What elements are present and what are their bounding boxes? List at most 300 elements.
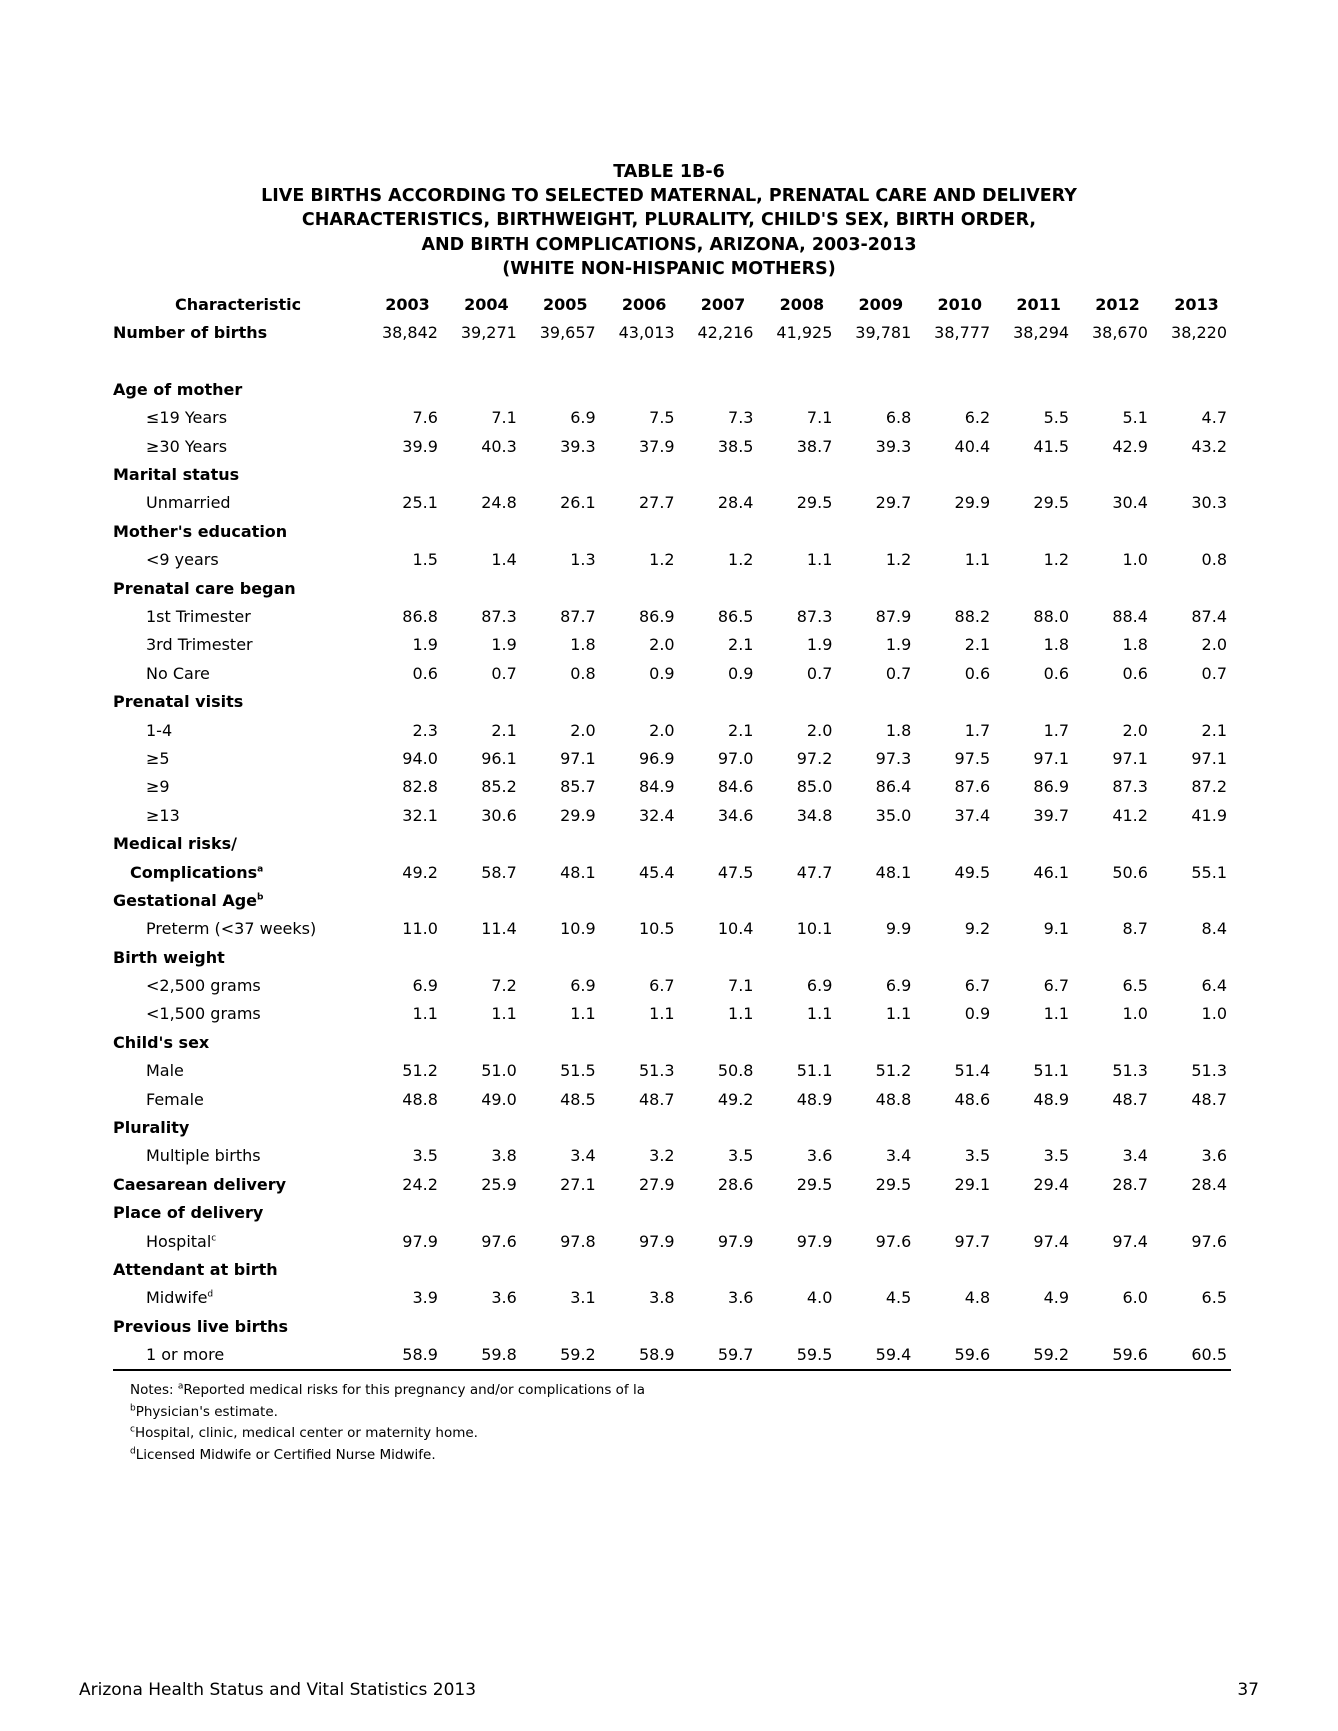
table-cell: 0.9	[728, 663, 754, 683]
empty-cell	[521, 886, 600, 914]
table-cell: 38,220	[1171, 323, 1227, 343]
section-heading-row	[113, 1199, 1231, 1227]
table-cell: 1.2	[728, 550, 754, 570]
table-cell: 49.5	[954, 862, 991, 882]
table-cell: 3.4	[885, 1146, 912, 1166]
table-cell: 6.2	[964, 408, 991, 428]
empty-cell	[679, 517, 758, 545]
table-cell: 51.1	[1033, 1061, 1070, 1081]
row-label-text: 1 or more	[146, 1345, 225, 1365]
empty-cell	[679, 687, 758, 715]
table-cell: 48.7	[638, 1089, 675, 1109]
section-heading-row	[113, 574, 1231, 602]
empty-cell	[521, 687, 600, 715]
table-cell: 97.2	[796, 748, 833, 768]
table-cell: 7.1	[806, 408, 833, 428]
empty-cell	[1152, 943, 1231, 971]
table-row	[113, 1000, 1231, 1028]
empty-cell	[1073, 517, 1152, 545]
table-cell: 1.2	[1043, 550, 1070, 570]
empty-cell	[600, 687, 679, 715]
table-cell: 55.1	[1191, 862, 1227, 882]
table-cell: 49.0	[481, 1089, 517, 1109]
table-cell: 0.6	[412, 663, 438, 683]
row-label-text: Age of mother	[113, 379, 243, 399]
table-row	[113, 404, 1231, 432]
table-cell: 97.1	[1191, 748, 1227, 768]
row-label-text: Marital status	[113, 465, 240, 485]
empty-cell	[994, 460, 1073, 488]
table-cell: 0.7	[885, 663, 912, 683]
table-cell: 10.5	[638, 919, 675, 939]
row-label-text: Unmarried	[146, 493, 231, 513]
table-cell: 97.9	[796, 1231, 833, 1251]
row-label	[113, 1057, 363, 1085]
table-cell: 29.9	[560, 805, 596, 825]
table-cell: 85.2	[481, 777, 517, 797]
section-heading	[113, 943, 363, 971]
section-heading-row	[113, 460, 1231, 488]
table-cell: 41.2	[1112, 805, 1148, 825]
table-cell: 1.0	[1122, 550, 1148, 570]
empty-cell	[1073, 1028, 1152, 1056]
empty-cell	[679, 943, 758, 971]
empty-cell	[363, 517, 442, 545]
row-label-text: <9 years	[146, 550, 219, 570]
table-cell: 97.6	[1191, 1231, 1227, 1251]
empty-cell	[915, 1255, 994, 1283]
empty-cell	[1152, 1199, 1231, 1227]
table-cell: 37.9	[638, 436, 675, 456]
table-row	[113, 602, 1231, 630]
empty-cell	[836, 1028, 915, 1056]
table-cell: 51.2	[402, 1061, 438, 1081]
table-cell: 0.8	[570, 663, 596, 683]
spacer-row	[113, 347, 1231, 375]
table-title-line-3: AND BIRTH COMPLICATIONS, ARIZONA, 2003-2013	[421, 234, 917, 255]
table-title-block	[0, 160, 1338, 281]
table-cell: 38,294	[1013, 323, 1070, 343]
empty-cell	[1152, 1255, 1231, 1283]
empty-cell	[836, 829, 915, 857]
table-cell: 60.5	[1152, 1340, 1231, 1369]
row-label	[113, 773, 363, 801]
empty-cell	[442, 574, 521, 602]
empty-cell	[1073, 1312, 1152, 1340]
table-cell: 39,781	[855, 323, 912, 343]
footer-publication: Arizona Health Status and Vital Statistics 2013	[79, 1680, 477, 1700]
empty-cell	[600, 1255, 679, 1283]
empty-cell	[1073, 829, 1152, 857]
table-cell: 39.7	[1033, 805, 1070, 825]
column-header-year: 2004	[464, 294, 509, 314]
empty-cell	[757, 375, 836, 403]
table-cell: 29.5	[796, 493, 833, 513]
row-label-text: Place of delivery	[113, 1203, 264, 1223]
table-row	[113, 546, 1231, 574]
section-heading-row	[113, 943, 1231, 971]
empty-cell	[363, 1113, 442, 1141]
empty-cell	[600, 460, 679, 488]
table-cell: 27.1	[560, 1174, 596, 1194]
empty-cell	[363, 1028, 442, 1056]
section-heading	[113, 375, 363, 403]
empty-cell	[1073, 460, 1152, 488]
row-label-text: 3rd Trimester	[146, 635, 253, 655]
table-cell: 1.5	[412, 550, 438, 570]
table-cell: 86.4	[875, 777, 912, 797]
table-cell: 3.6	[491, 1288, 517, 1308]
row-label-text: Gestational Age	[113, 890, 258, 910]
table-cell: 59.6	[1073, 1340, 1152, 1369]
table-cell: 7.2	[491, 976, 517, 996]
table-cell: 2.1	[1201, 720, 1227, 740]
row-label	[113, 1142, 363, 1170]
table-cell: 2.0	[649, 720, 675, 740]
empty-cell	[363, 687, 442, 715]
table-row	[113, 1170, 1231, 1198]
table-cell: 3.5	[964, 1146, 991, 1166]
table-cell: 3.9	[412, 1288, 438, 1308]
table-notes	[130, 1380, 645, 1466]
table-cell: 97.1	[1033, 748, 1070, 768]
row-label-text: ≥13	[146, 805, 180, 825]
empty-cell	[836, 687, 915, 715]
table-cell: 1.2	[649, 550, 675, 570]
empty-cell	[757, 1255, 836, 1283]
table-cell: 59.5	[757, 1340, 836, 1369]
row-label	[113, 432, 363, 460]
table-cell: 29.5	[875, 1174, 912, 1194]
empty-cell	[757, 886, 836, 914]
row-label	[113, 546, 363, 574]
table-cell: 1.8	[1122, 635, 1148, 655]
table-cell: 7.1	[728, 976, 754, 996]
table-cell: 1.9	[806, 635, 833, 655]
empty-cell	[1073, 943, 1152, 971]
row-label	[113, 971, 363, 999]
table-cell: 29.5	[1033, 493, 1070, 513]
empty-cell	[757, 517, 836, 545]
column-header-year: 2009	[858, 294, 904, 314]
empty-cell	[994, 1113, 1073, 1141]
table-cell: 37.4	[954, 805, 991, 825]
table-cell: 86.5	[717, 606, 754, 626]
empty-cell	[757, 574, 836, 602]
footnote-marker: a	[177, 1381, 184, 1392]
table-cell: 6.9	[412, 976, 438, 996]
table-cell: 1.1	[649, 1004, 675, 1024]
empty-cell	[994, 517, 1073, 545]
empty-cell	[363, 375, 442, 403]
table-cell: 2.0	[570, 720, 596, 740]
table-cell: 1.0	[1201, 1004, 1227, 1024]
empty-cell	[915, 1312, 994, 1340]
empty-cell	[757, 1199, 836, 1227]
table-cell: 51.5	[560, 1061, 596, 1081]
row-label	[113, 1227, 363, 1255]
table-cell: 3.6	[1201, 1146, 1227, 1166]
empty-cell	[442, 1028, 521, 1056]
table-cell: 4.9	[1043, 1288, 1070, 1308]
empty-cell	[521, 1199, 600, 1227]
table-row	[113, 915, 1231, 943]
table-row	[113, 1057, 1231, 1085]
row-label	[113, 915, 363, 943]
empty-cell	[363, 1199, 442, 1227]
table-cell: 38,670	[1091, 323, 1148, 343]
empty-cell	[994, 1028, 1073, 1056]
table-cell: 1.9	[885, 635, 912, 655]
table-subtitle: (WHITE NON-HISPANIC MOTHERS)	[502, 258, 836, 279]
table-cell: 10.9	[560, 919, 596, 939]
table-cell: 3.2	[649, 1146, 675, 1166]
empty-cell	[1152, 886, 1231, 914]
empty-cell	[994, 829, 1073, 857]
empty-cell	[1152, 829, 1231, 857]
empty-cell	[679, 1113, 758, 1141]
row-label-text: ≥9	[146, 777, 170, 797]
empty-cell	[994, 886, 1073, 914]
empty-cell	[915, 574, 994, 602]
table-cell: 43,013	[618, 323, 675, 343]
empty-cell	[521, 1255, 600, 1283]
table-cell: 3.1	[570, 1288, 596, 1308]
empty-cell	[836, 375, 915, 403]
empty-cell	[363, 460, 442, 488]
table-cell: 94.0	[402, 748, 438, 768]
table-cell: 8.4	[1201, 919, 1227, 939]
table-cell: 59.2	[521, 1340, 600, 1369]
empty-cell	[521, 1312, 600, 1340]
table-cell: 39.3	[875, 436, 912, 456]
table-cell: 97.5	[954, 748, 991, 768]
table-cell: 27.9	[638, 1174, 675, 1194]
table-cell: 0.9	[649, 663, 675, 683]
row-label	[113, 404, 363, 432]
row-label-text: Female	[146, 1089, 204, 1109]
row-label-text: ≥5	[146, 748, 170, 768]
table-cell: 86.9	[638, 606, 675, 626]
table-cell: 28.7	[1112, 1174, 1148, 1194]
table-cell: 51.3	[1191, 1061, 1227, 1081]
empty-cell	[442, 460, 521, 488]
empty-cell	[521, 517, 600, 545]
table-cell: 49.2	[717, 1089, 754, 1109]
row-label	[113, 1000, 363, 1028]
table-cell: 58.9	[363, 1340, 442, 1369]
section-heading-row	[113, 886, 1231, 914]
table-cell: 29.9	[954, 493, 991, 513]
table-cell: 6.5	[1201, 1288, 1227, 1308]
row-label-text: ≥30 Years	[146, 436, 228, 456]
empty-cell	[363, 1255, 442, 1283]
table-cell: 87.2	[1191, 777, 1227, 797]
empty-cell	[600, 1113, 679, 1141]
table-cell: 24.8	[481, 493, 517, 513]
table-cell: 28.4	[1191, 1174, 1227, 1194]
table-cell: 46.1	[1033, 862, 1070, 882]
table-row	[113, 432, 1231, 460]
table-cell: 6.4	[1201, 976, 1227, 996]
section-heading	[113, 574, 363, 602]
empty-cell	[442, 1312, 521, 1340]
empty-cell	[600, 574, 679, 602]
table-cell: 48.1	[875, 862, 912, 882]
empty-cell	[836, 1312, 915, 1340]
empty-cell	[915, 1113, 994, 1141]
table-cell: 0.7	[491, 663, 517, 683]
table-cell: 58.7	[481, 862, 517, 882]
table-cell: 1.0	[1122, 1004, 1148, 1024]
empty-cell	[1073, 574, 1152, 602]
empty-cell	[600, 1199, 679, 1227]
empty-cell	[757, 1312, 836, 1340]
table-cell: 50.8	[717, 1061, 754, 1081]
empty-cell	[994, 574, 1073, 602]
section-heading	[113, 829, 363, 857]
table-title-line-2: CHARACTERISTICS, BIRTHWEIGHT, PLURALITY, CHILD'S SEX, BIRTH ORDER,	[301, 210, 1037, 231]
column-header-year: 2008	[779, 294, 825, 314]
table-cell: 5.1	[1122, 408, 1148, 428]
empty-cell	[363, 886, 442, 914]
empty-cell	[915, 943, 994, 971]
table-cell: 97.4	[1033, 1231, 1070, 1251]
table-cell: 25.9	[481, 1174, 517, 1194]
empty-cell	[679, 1199, 758, 1227]
section-heading	[113, 1199, 363, 1227]
footnote-marker: c	[130, 1424, 135, 1435]
table-cell: 25.1	[402, 493, 438, 513]
table-cell: 97.1	[1112, 748, 1148, 768]
table-cell: 50.6	[1112, 862, 1148, 882]
table-cell: 38,842	[381, 323, 438, 343]
table-cell: 7.6	[412, 408, 438, 428]
column-header-year: 2003	[385, 294, 430, 314]
empty-cell	[757, 687, 836, 715]
empty-cell	[679, 375, 758, 403]
table-cell: 97.3	[875, 748, 912, 768]
table-cell: 7.3	[728, 408, 754, 428]
empty-cell	[363, 943, 442, 971]
table-cell: 87.3	[481, 606, 517, 626]
table-cell: 48.6	[954, 1089, 991, 1109]
table-cell: 3.5	[728, 1146, 754, 1166]
table-cell: 4.0	[806, 1288, 833, 1308]
table-cell: 85.7	[560, 777, 596, 797]
table-cell: 7.1	[491, 408, 517, 428]
empty-cell	[757, 1113, 836, 1141]
row-label-text: No Care	[146, 663, 210, 683]
section-heading-row	[113, 375, 1231, 403]
empty-cell	[757, 943, 836, 971]
notes-label: Notes:	[130, 1382, 178, 1398]
empty-cell	[363, 574, 442, 602]
table-cell: 85.0	[796, 777, 833, 797]
table-cell: 1.3	[570, 550, 596, 570]
empty-cell	[1152, 517, 1231, 545]
table-cell: 0.9	[964, 1004, 991, 1024]
table-cell: 1.1	[806, 1004, 833, 1024]
footnote	[130, 1423, 645, 1445]
table-cell: 40.4	[954, 436, 991, 456]
footnote-marker: b	[257, 892, 264, 903]
empty-cell	[1152, 375, 1231, 403]
empty-cell	[994, 687, 1073, 715]
table-cell: 3.8	[491, 1146, 517, 1166]
empty-cell	[1152, 1312, 1231, 1340]
table-cell: 0.6	[1043, 663, 1070, 683]
section-heading	[113, 517, 363, 545]
table-cell: 2.1	[491, 720, 517, 740]
table-cell: 87.3	[796, 606, 833, 626]
table-title-line-1: LIVE BIRTHS ACCORDING TO SELECTED MATERNAL, PRENATAL CARE AND DELIVERY	[261, 186, 1077, 207]
empty-cell	[915, 460, 994, 488]
table-cell: 87.7	[560, 606, 596, 626]
table-cell: 97.0	[717, 748, 754, 768]
table-cell: 3.6	[806, 1146, 833, 1166]
table-cell: 3.8	[649, 1288, 675, 1308]
table-cell: 1.1	[728, 1004, 754, 1024]
empty-cell	[915, 375, 994, 403]
footnote-marker: c	[211, 1233, 217, 1244]
table-cell: 49.2	[402, 862, 438, 882]
table-cell: 42,216	[697, 323, 754, 343]
table-cell: 6.7	[964, 976, 991, 996]
table-row	[113, 1227, 1231, 1255]
table-cell: 51.3	[638, 1061, 675, 1081]
table-cell: 87.3	[1112, 777, 1148, 797]
table-cell: 1.8	[570, 635, 596, 655]
empty-cell	[836, 1113, 915, 1141]
table-cell: 42.9	[1112, 436, 1148, 456]
table-cell: 87.6	[954, 777, 991, 797]
row-label-text: Birth weight	[113, 947, 225, 967]
table-cell: 8.7	[1122, 919, 1148, 939]
table-cell: 59.4	[836, 1340, 915, 1369]
section-heading-row	[113, 829, 1231, 857]
section-heading-row	[113, 687, 1231, 715]
table-cell: 48.8	[875, 1089, 912, 1109]
row-label	[113, 858, 363, 886]
table-cell: 97.9	[638, 1231, 675, 1251]
empty-cell	[600, 1028, 679, 1056]
section-heading	[113, 460, 363, 488]
empty-cell	[600, 886, 679, 914]
footnote	[130, 1380, 645, 1402]
table-cell: 1.1	[570, 1004, 596, 1024]
empty-cell	[363, 829, 442, 857]
table-cell: 41.5	[1033, 436, 1070, 456]
table-cell: 1.9	[491, 635, 517, 655]
table-cell: 1.7	[964, 720, 991, 740]
table-cell: 97.7	[954, 1231, 991, 1251]
empty-cell	[1073, 1199, 1152, 1227]
table-cell: 11.4	[481, 919, 517, 939]
table-cell: 41,925	[776, 323, 833, 343]
empty-cell	[994, 1199, 1073, 1227]
table-cell: 87.9	[875, 606, 912, 626]
table-cell: 6.9	[806, 976, 833, 996]
table-cell: 86.8	[402, 606, 438, 626]
empty-cell	[442, 1255, 521, 1283]
empty-cell	[600, 943, 679, 971]
table-row	[113, 858, 1231, 886]
table-cell: 82.8	[402, 777, 438, 797]
table-cell: 88.0	[1033, 606, 1070, 626]
row-label-text: Prenatal visits	[113, 692, 244, 712]
section-heading	[113, 1255, 363, 1283]
